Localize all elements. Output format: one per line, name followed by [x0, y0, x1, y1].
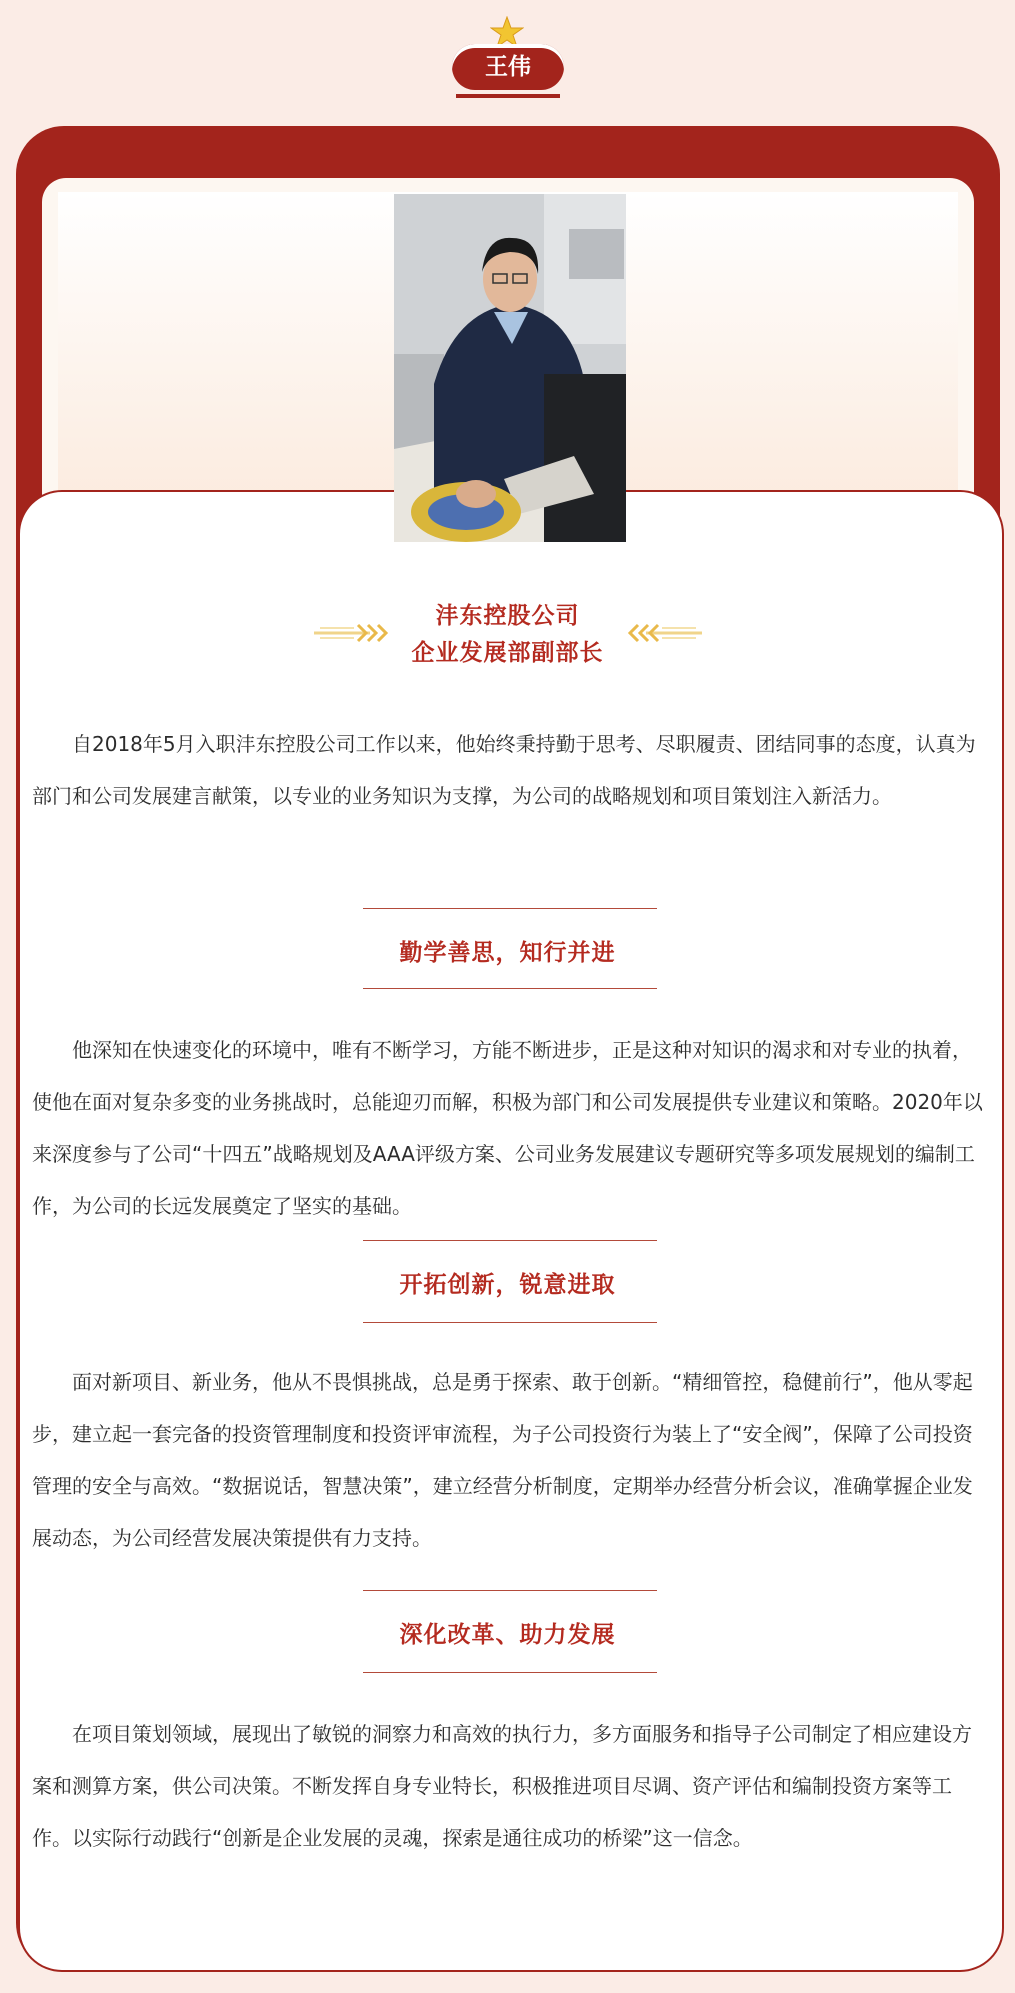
section-heading: 开拓创新，锐意进取 [399, 1272, 616, 1298]
name-badge-area [0, 0, 1015, 110]
section-paragraph: 他深知在快速变化的环境中，唯有不断学习，方能不断进步，正是这种对知识的渴求和对专业的执着，使他在面对复杂多变的业务挑战时，总能迎刃而解，积极为部门和公司发展提供专业建议和策略。2020年以来深度参与了公司“十四五”战略规划及AAA评级方案、公司业务发展建议专题研究等多项发展规划的编制工作，为公司的长远发展奠定了坚实的基础。 [32, 1038, 983, 1218]
section-divider-top [363, 1240, 657, 1241]
name-underline [456, 94, 560, 98]
position-title [0, 598, 1015, 678]
section-paragraph: 在项目策划领域，展现出了敏锐的洞察力和高效的执行力，多方面服务和指导子公司制定了相应建设方案和测算方案，供公司决策。不断发挥自身专业特长，积极推进项目尽调、资产评估和编制投资方案等工作。以实际行动践行“创新是企业发展的灵魂，探索是通往成功的桥梁”这一信念。 [32, 1722, 972, 1850]
section-divider-bottom [363, 1672, 657, 1673]
section-heading: 勤学善思，知行并进 [399, 940, 616, 966]
company-name: 沣东控股公司 [435, 603, 580, 629]
job-title: 企业发展部副部长 [411, 640, 604, 666]
wheat-ornament-right-icon [624, 620, 702, 646]
portrait-photo [394, 194, 626, 542]
section-divider-bottom [363, 1322, 657, 1323]
section-heading: 深化改革、助力发展 [399, 1622, 616, 1648]
intro-paragraph: 自2018年5月入职沣东控股公司工作以来，他始终秉持勤于思考、尽职履责、团结同事的态度，认真为部门和公司发展建言献策，以专业的业务知识为支撑，为公司的战略规划和项目策划注入新活力。 [32, 732, 976, 808]
section-paragraph: 面对新项目、新业务，他从不畏惧挑战，总是勇于探索、敢于创新。“精细管控，稳健前行”，他从零起步，建立起一套完备的投资管理制度和投资评审流程，为子公司投资行为装上了“安全阀”，保障了公司投资管理的安全与高效。“数据说话，智慧决策”，建立经营分析制度，定期举办经营分析会议，准确掌握企业发展动态，为公司经营发展决策提供有力支持。 [32, 1370, 973, 1550]
section-divider-bottom [363, 988, 657, 989]
section-divider-top [363, 1590, 657, 1591]
person-name: 王伟 [452, 44, 564, 90]
section-divider-top [363, 908, 657, 909]
